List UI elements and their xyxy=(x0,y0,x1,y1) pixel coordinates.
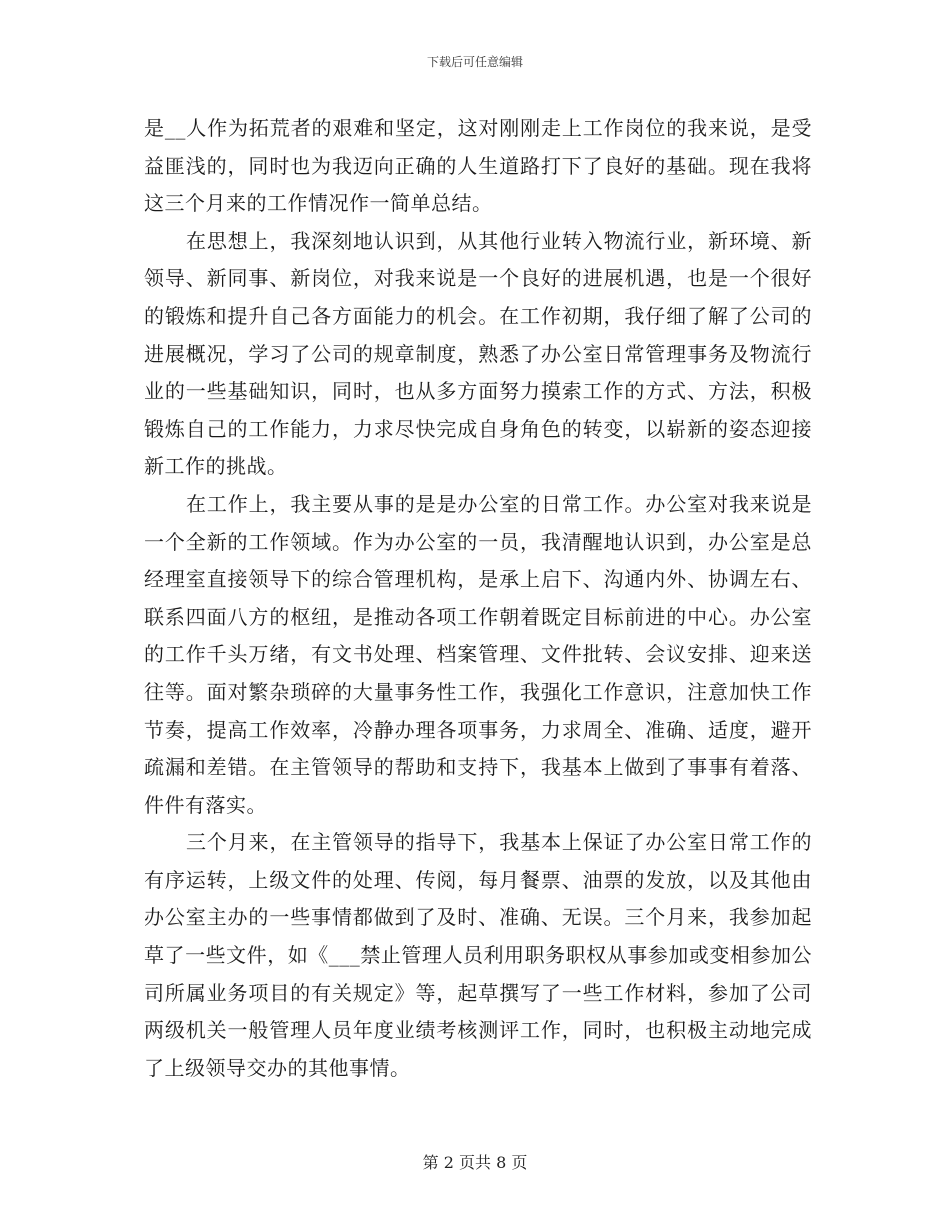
paragraph-thinking: 在思想上，我深刻地认识到，从其他行业转入物流行业，新环境、新领导、新同事、新岗位，对我来说是一个良好的进展机遇，也是一个很好的锻炼和提升自己各方面能力的机会。在工作初期，我仔细了解了公司的进展概况，学习了公司的规章制度，熟悉了办公室日常管理事务及物流行业的一些基础知识，同时，也从多方面努力摸索工作的方式、方法，积极锻炼自己的工作能力，力求尽快完成自身角色的转变，以崭新的姿态迎接新工作的挑战。 xyxy=(144,228,812,479)
page-header: 下载后可任意编辑 xyxy=(426,55,523,69)
paragraph-continuation: 是__人作为拓荒者的艰难和坚定，这对刚刚走上工作岗位的我来说，是受益匪浅的，同时也为我迈向正确的人生道路打下了良好的基础。现在我将这三个月来的工作情况作一简单总结。 xyxy=(144,116,812,216)
document-body xyxy=(144,110,812,1087)
paragraph-work: 在工作上，我主要从事的是是办公室的日常工作。办公室对我来说是一个全新的工作领域。作为办公室的一员，我清醒地认识到，办公室是总经理室直接领导下的综合管理机构，是承上启下、沟通内外、协调左右、联系四面八方的枢纽，是推动各项工作朝着既定目标前进的中心。办公室的工作千头万绪，有文书处理、档案管理、文件批转、会议安排、迎来送往等。面对繁杂琐碎的大量事务性工作，我强化工作意识，注意加快工作节奏，提高工作效率，冷静办理各项事务，力求周全、准确、适度，避开疏漏和差错。在主管领导的帮助和支持下，我基本上做到了事事有着落、件件有落实。 xyxy=(144,491,812,817)
page-footer: 第 2 页共 8 页 xyxy=(422,1153,528,1172)
paragraph-three-months: 三个月来，在主管领导的指导下，我基本上保证了办公室日常工作的有序运转，上级文件的处理、传阅，每月餐票、油票的发放，以及其他由办公室主办的一些事情都做到了及时、准确、无误。三个月来，我参加起草了一些文件，如《___禁止管理人员利用职务职权从事参加或变相参加公司所属业务项目的有关规定》等，起草撰写了一些工作材料，参加了公司两级机关一般管理人员年度业绩考核测评工作，同时，也积极主动地完成了上级领导交办的其他事情。 xyxy=(144,830,812,1080)
